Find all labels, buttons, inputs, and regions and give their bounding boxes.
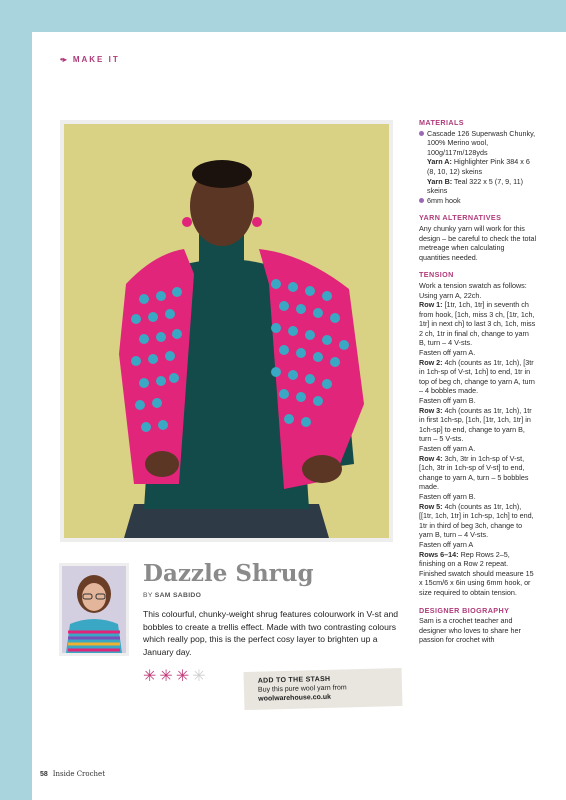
stash-text: Buy this pure wool yarn from xyxy=(257,684,347,694)
tension-intro: Work a tension swatch as follows: xyxy=(419,280,527,290)
star-filled-icon: ✳ xyxy=(159,668,173,685)
watermark: PassionForum.ru xyxy=(477,781,560,792)
yarn-b-label: Yarn B: xyxy=(427,176,453,186)
arrow-icon: •▸ xyxy=(60,55,67,64)
fasten-off-5: Fasten off yarn A xyxy=(419,539,474,549)
row-3-label: Row 3: xyxy=(419,405,443,415)
byline xyxy=(143,592,201,599)
tension-row-1 xyxy=(419,300,537,348)
bio-text: Sam is a crochet teacher and designer who loves to share her passion for crochet with xyxy=(419,616,521,645)
magazine-name: Inside Crochet xyxy=(52,770,106,778)
bio-heading: DESIGNER BIOGRAPHY xyxy=(419,605,510,615)
row-1-label: Row 1: xyxy=(419,300,443,310)
difficulty-rating xyxy=(143,669,206,685)
page-footer xyxy=(40,770,105,778)
alternatives-heading: YARN ALTERNATIVES xyxy=(419,213,502,223)
model-photo xyxy=(64,124,389,538)
model-illustration xyxy=(64,124,389,538)
designer-photo-frame xyxy=(59,563,129,656)
materials-yarn-desc: Cascade 126 Superwash Chunky, 100% Merino wool, 100g/117m/128yds xyxy=(427,128,536,157)
stash-callout xyxy=(244,668,403,710)
materials-yarn xyxy=(419,129,537,196)
intro-paragraph: This colourful, chunky-weight shrug features colourwork in V-st and bobbles to create a trellis effect. Made with two contrasting colours which really pop, this is the perfect cosy layer to brighten up a January day. xyxy=(143,609,399,657)
tension-row-5 xyxy=(419,502,537,540)
alternatives-block xyxy=(419,213,537,262)
main-photo-frame xyxy=(60,120,393,542)
stash-heading: ADD TO THE STASH xyxy=(257,675,331,685)
row-3-text: 4ch (counts as 1tr, 1ch), 1tr in first 1ch-sp, [1ch, [1tr, 1ch, 1tr] in 1ch-sp] to end, change to yarn B, turn – 5 V-sts. xyxy=(419,405,532,444)
row-5-label: Row 5: xyxy=(419,501,443,511)
tension-heading: TENSION xyxy=(419,270,454,280)
rows-6-14-text: Rep Rows 2–5, finishing on a Row 2 repeat. Finished swatch should measure 15 x 15cm/6 x 6in using 6mm hook, or size required to obtain tension. xyxy=(419,549,534,597)
pattern-title: Dazzle Shrug xyxy=(143,560,314,587)
tension-row-3 xyxy=(419,406,537,444)
materials-block xyxy=(419,118,537,205)
author-name: SAM SABIDO xyxy=(154,592,202,599)
bio-block xyxy=(419,606,537,645)
tension-row-2 xyxy=(419,358,537,396)
materials-heading: MATERIALS xyxy=(419,118,464,127)
stash-link[interactable]: woolwarehouse.co.uk xyxy=(258,693,332,703)
tension-rows-6-14 xyxy=(419,550,537,598)
tension-row-4 xyxy=(419,454,537,492)
designer-avatar xyxy=(62,566,126,653)
star-filled-icon: ✳ xyxy=(143,668,157,685)
row-1-text: [1tr, 1ch, 1tr] in seventh ch from hook, [1ch, miss 3 ch, [1tr, 1ch, 1tr] in next ch] to last 3 ch, 1ch, miss 2 ch, 1tr in final ch, change to yarn B, turn – 4 V-sts. xyxy=(419,300,536,348)
star-filled-icon: ✳ xyxy=(175,668,190,685)
byline-prefix: BY xyxy=(143,592,153,599)
fasten-off-2: Fasten off yarn B. xyxy=(419,396,476,406)
yarn-b-text: Teal 322 x 5 (7, 9, 11) skeins xyxy=(427,176,524,196)
tension-intro-yarn: Using yarn A, 22ch. xyxy=(419,290,482,300)
fasten-off-1: Fasten off yarn A. xyxy=(419,348,476,358)
rows-6-14-label: Rows 6–14: xyxy=(419,549,459,559)
star-empty-icon: ✳ xyxy=(192,668,206,685)
yarn-a-label: Yarn A: xyxy=(427,157,452,167)
row-4-text: 3ch, 3tr in 1ch-sp of V-st, [1ch, 3tr in 1ch-sp of V-st] to end, change to yarn A, turn – 5 bobbles made. xyxy=(419,453,529,492)
row-5-text: 4ch (counts as 1tr, 1ch), [[1tr, 1ch, 1tr] in 1ch-sp, 1ch] to end, 1tr in third of beg 3ch, change to yarn B, turn – 4 V-sts. xyxy=(419,501,534,540)
yarn-a-text: Highlighter Pink 384 x 6 (8, 10, 12) skeins xyxy=(427,157,530,176)
section-label: MAKE IT xyxy=(72,55,120,64)
designer-illustration xyxy=(62,566,126,653)
row-2-label: Row 2: xyxy=(419,357,443,367)
pattern-sidebar xyxy=(419,118,537,653)
alternatives-text: Any chunky yarn will work for this design – be careful to check the total metreage when calculating quantities needed. xyxy=(419,223,537,262)
page-number: 58 xyxy=(40,771,48,778)
row-4-label: Row 4: xyxy=(419,453,443,463)
fasten-off-4: Fasten off yarn B. xyxy=(419,491,476,501)
tension-block xyxy=(419,270,537,597)
section-tag xyxy=(60,55,120,64)
row-2-text: 4ch (counts as 1tr, 1ch), [3tr in 1ch-sp of V-st, 1ch] to end, 1tr in top of beg ch, change to yarn A, turn – 4 bobbles made. xyxy=(419,357,535,396)
fasten-off-3: Fasten off yarn A. xyxy=(419,444,476,453)
materials-hook: 6mm hook xyxy=(419,196,537,206)
